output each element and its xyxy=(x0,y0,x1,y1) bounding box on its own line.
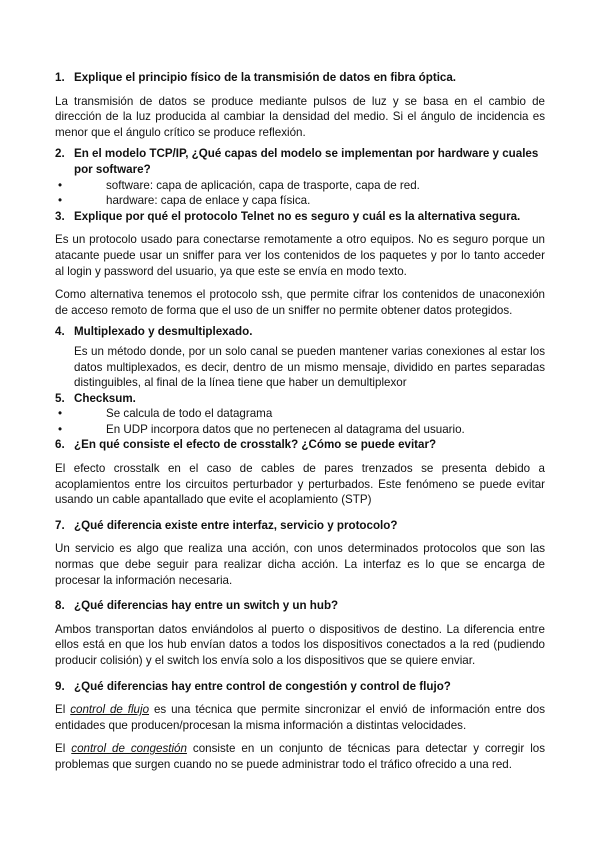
question-1-heading: 1. Explique el principio físico de la transmisión de datos en fibra óptica. xyxy=(55,71,457,84)
answer-9-flow-control: El control de flujo es una técnica que permite sincronizar el envió de información entre dos entidades que producen/procesan la misma información a distintas velocidades. xyxy=(55,703,546,732)
answer-9-congestion-control: El control de congestión consiste en un conjunto de técnicas para detectar y corregir los problemas que surgen cuando no se puede administrar todo el tráfico ofrecido a una red. xyxy=(55,742,546,771)
question-2-heading: 2. En el modelo TCP/IP, ¿Qué capas del modelo se implementan por hardware y cuales por software? xyxy=(55,147,539,176)
list-item: • Se calcula de todo el datagrama xyxy=(55,406,545,422)
question-8-heading: 8. ¿Qué diferencias hay entre un switch y un hub? xyxy=(55,599,339,613)
question-5-heading: 5. Checksum. xyxy=(55,391,136,405)
answer-8: Ambos transportan datos enviándolos al puerto o dispositivos de destino. La diferencia entre ellos está en que los hub envían datos a todos los dispositivos conectados a la red (pudiendo producir colisión) y el switch los envía solo a los dispositivos que se quiere enviar. xyxy=(55,622,545,667)
answer-6: El efecto crosstalk en el caso de cables de pares trenzados se presenta debido a acoplamientos entre los circuitos perturbador y perturbados. Este fenómeno se puede evitar usando un cable apantallado que evite el acoplamiento (STP) xyxy=(55,462,545,507)
bullet-icon: • xyxy=(58,407,63,421)
document-page xyxy=(55,70,545,773)
answer-4: Es un método donde, por un solo canal se pueden mantener varias conexiones al estar los datos multiplexados, es decir, dentro de un mismo mensaje, dividido en partes separadas distinguibles, al final de la línea tiene que haber un demultiplexor xyxy=(74,344,545,390)
question-9-heading: 9. ¿Qué diferencias hay entre control de congestión y control de flujo? xyxy=(55,679,451,693)
list-item: • software: capa de aplicación, capa de trasporte, capa de red. xyxy=(55,178,545,194)
bullet-icon: • xyxy=(58,422,63,436)
question-6-heading: 6. ¿En qué consiste el efecto de crosstalk? ¿Cómo se puede evitar? xyxy=(55,438,437,452)
bullet-icon: • xyxy=(58,178,63,192)
question-4-heading: 4. Multiplexado y desmultiplexado. xyxy=(55,325,253,339)
list-item: • En UDP incorpora datos que no pertenecen al datagrama del usuario. xyxy=(55,422,545,438)
term-control-de-congestion: control de congestión xyxy=(71,742,187,756)
list-item: • hardware: capa de enlace y capa física. xyxy=(55,193,545,209)
question-7-heading: 7. ¿Qué diferencia existe entre interfaz, servicio y protocolo? xyxy=(55,518,398,532)
answer-3-alternative: Como alternativa tenemos el protocolo ssh, que permite cifrar los contenidos de unaconexión de acceso remoto de forma que el uso de un sniffer no permite obtener datos protegidos. xyxy=(55,288,545,317)
term-control-de-flujo: control de flujo xyxy=(70,703,150,717)
answer-7: Un servicio es algo que realiza una acción, con unos determinados protocolos que son las normas que debe seguir para realizar dicha acción. La interfaz es lo que se encarga de procesar la información necesaria. xyxy=(55,542,545,587)
question-3-heading: 3. Explique por qué el protocolo Telnet no es seguro y cuál es la alternativa segura. xyxy=(55,209,521,223)
answer-3: Es un protocolo usado para conectarse remotamente a otro equipos. No es seguro porque un atacante puede usar un sniffer para ver los contenidos de los paquetes y por lo tanto acceder al login y password del usuario, ya que este se envía en modo texto. xyxy=(55,233,545,278)
bullet-icon: • xyxy=(58,194,63,208)
answer-1: La transmisión de datos se produce mediante pulsos de luz y se basa en el cambio de dirección de la luz producida al cambiar la densidad del medio. Si el ángulo de incidencia es menor que el ángulo crítico se produce reflexión. xyxy=(55,94,545,139)
